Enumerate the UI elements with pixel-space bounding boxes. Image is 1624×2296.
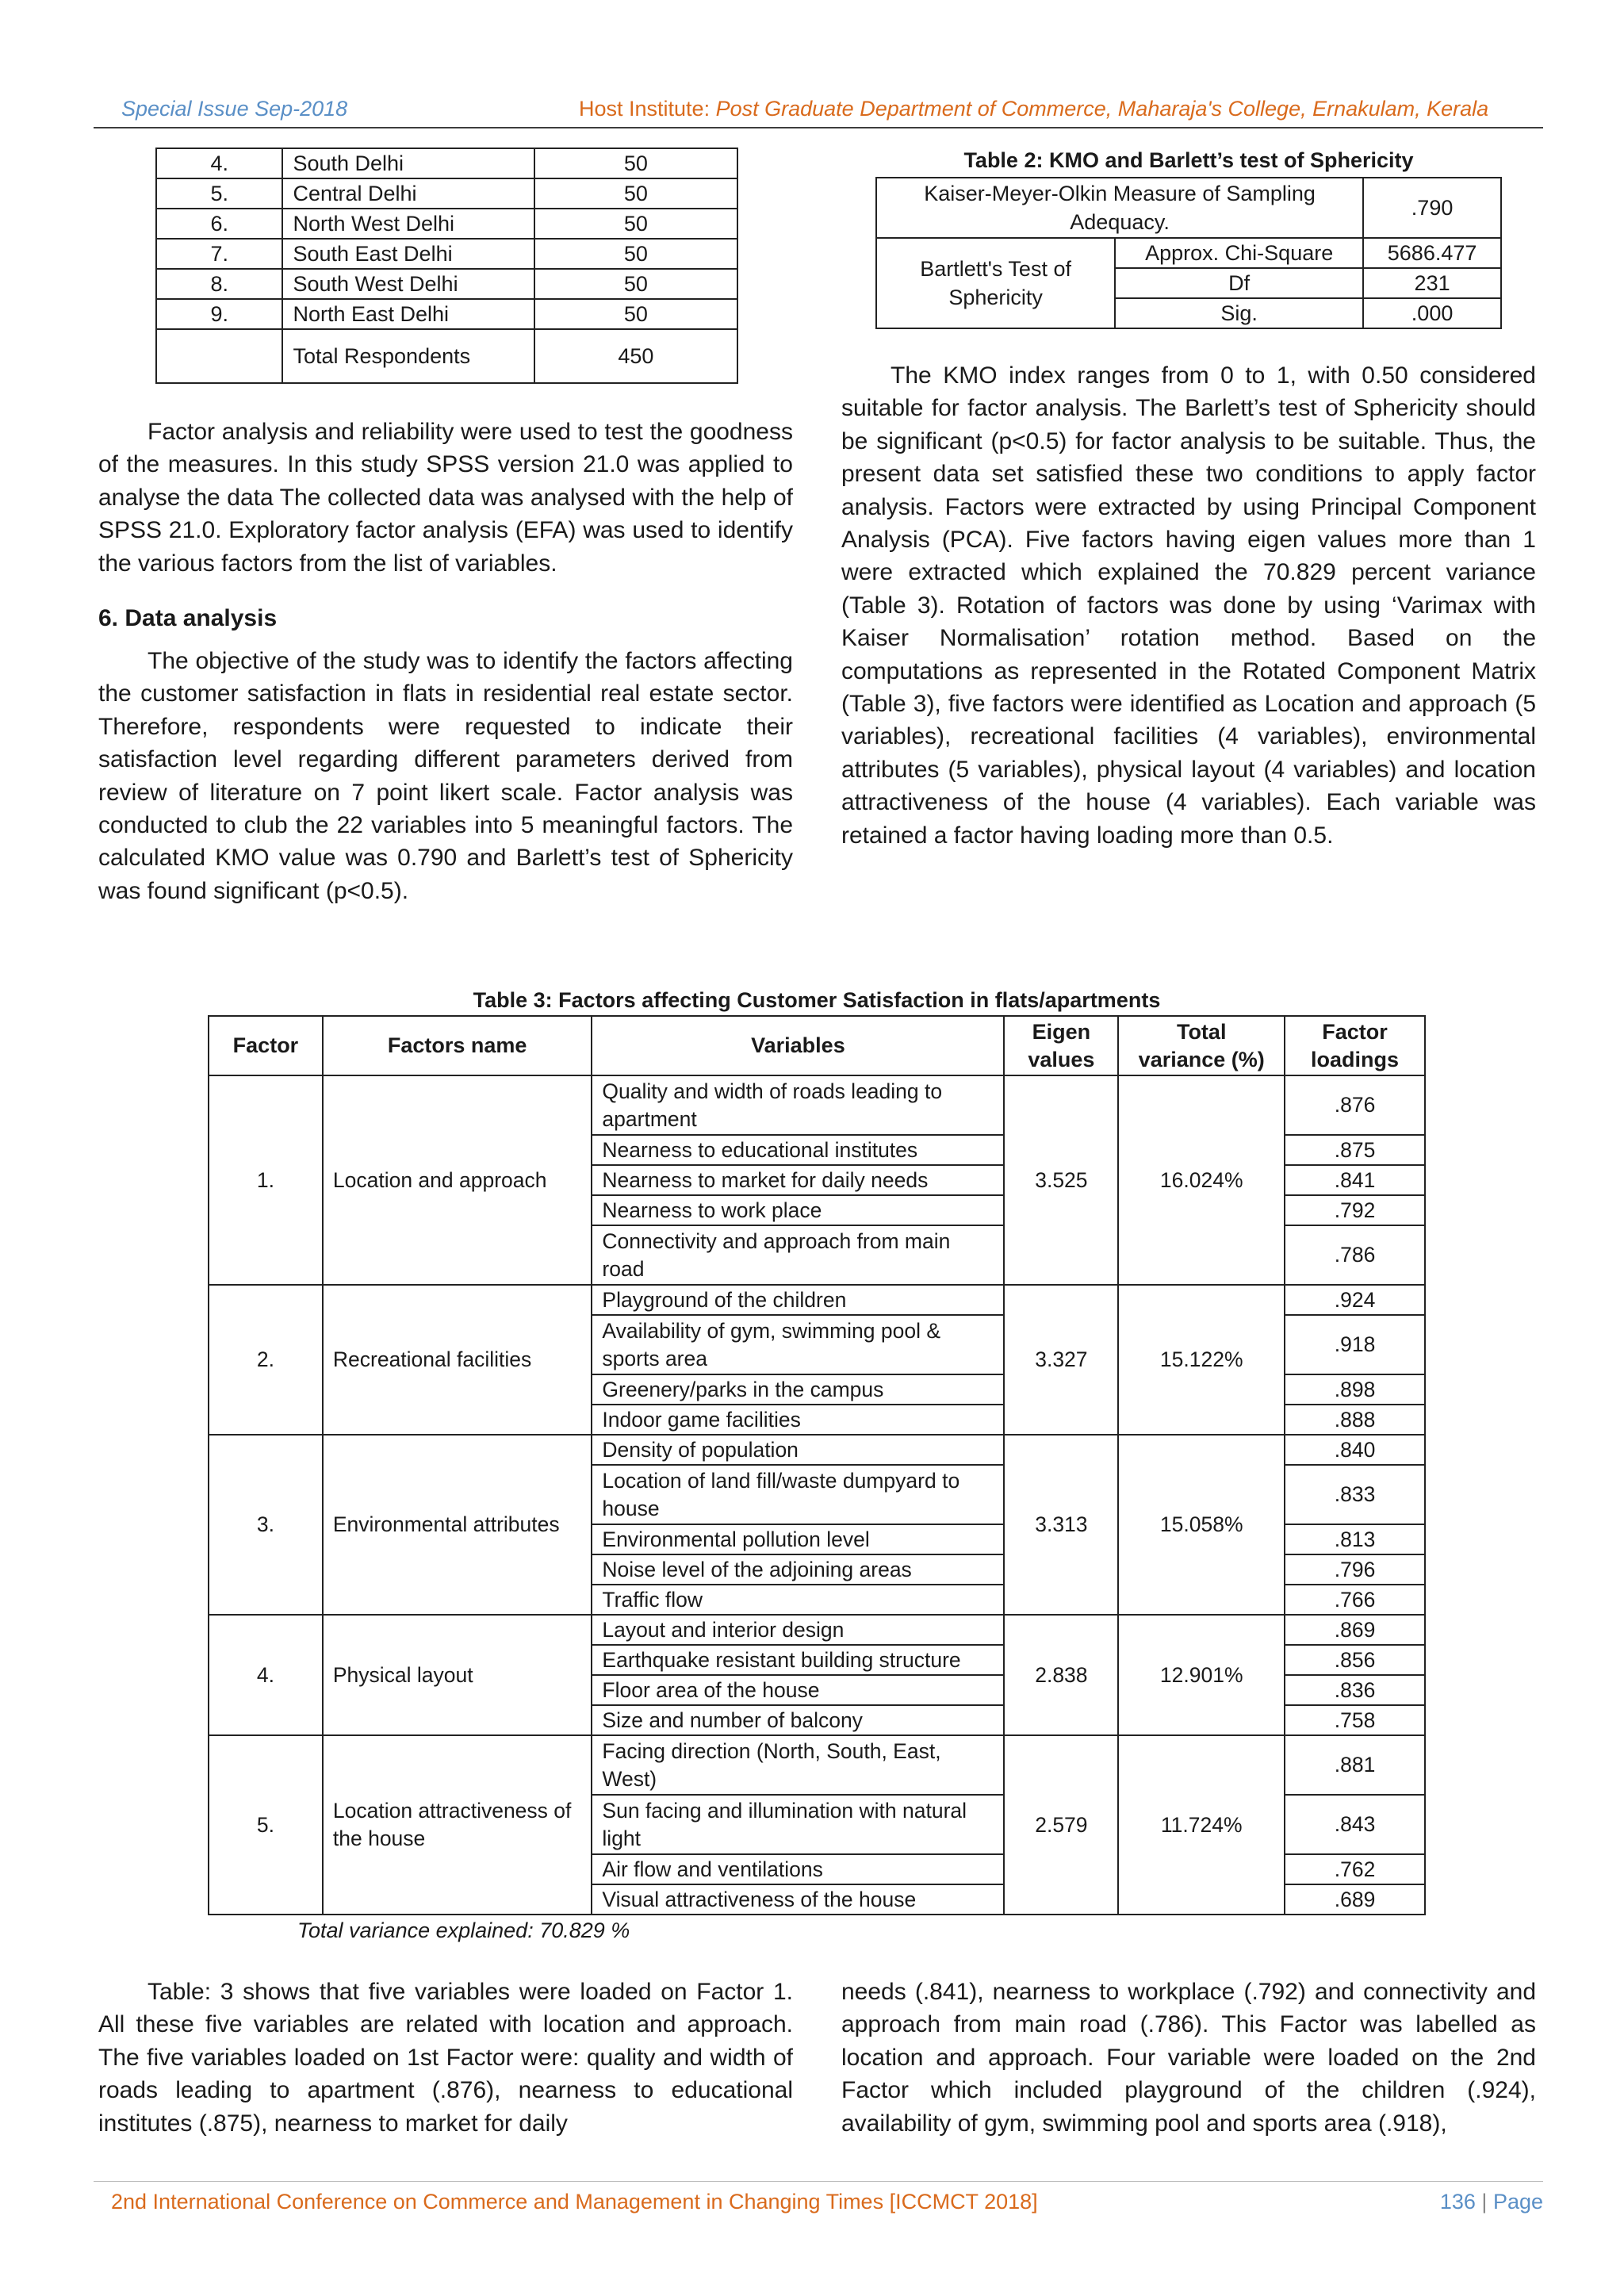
- variable-name: Layout and interior design: [592, 1615, 1004, 1645]
- table-row: [156, 178, 737, 209]
- factor-name: Physical layout: [323, 1615, 592, 1735]
- sig-value: .000: [1363, 298, 1501, 328]
- factors-table-body: [209, 1075, 1425, 1915]
- bartlett-label: Bartlett's Test of Sphericity: [876, 238, 1115, 328]
- variable-name: Sun facing and illumination with natural light: [592, 1795, 1004, 1854]
- table-row: [156, 269, 737, 299]
- factor-name: Environmental attributes: [323, 1435, 592, 1615]
- variable-name: Noise level of the adjoining areas: [592, 1554, 1004, 1585]
- factor-number: 3.: [209, 1435, 323, 1615]
- respondents-table: [155, 148, 738, 384]
- page-label: Page: [1492, 2190, 1543, 2214]
- total-variance: 11.724%: [1118, 1735, 1285, 1915]
- factor-loading: .796: [1285, 1554, 1425, 1585]
- table-row: [156, 209, 737, 239]
- variable-name: Nearness to market for daily needs: [592, 1165, 1004, 1195]
- total-variance: 12.901%: [1118, 1615, 1285, 1735]
- left-column: [98, 416, 793, 907]
- para-table3-discussion-cont: needs (.841), nearness to workplace (.792) and connectivity and approach from main road (.786). This Factor was labelled as location and approach. Four variable were loaded on the 2nd Factor which included playground of the children (.924), availability of gym, swimming pool and sports area (.918),: [841, 1979, 1536, 2137]
- table-row: [156, 148, 737, 178]
- footer-rule: [94, 2181, 1543, 2182]
- header-rule: [94, 127, 1543, 128]
- row-number: 4.: [156, 148, 282, 178]
- factor-name: Location and approach: [323, 1075, 592, 1285]
- bottom-left-column: [98, 1976, 793, 2140]
- kmo-table: [875, 177, 1502, 329]
- factor-number: 5.: [209, 1735, 323, 1915]
- respondent-count: 50: [534, 148, 737, 178]
- row-number: 8.: [156, 269, 282, 299]
- zone-name: North West Delhi: [282, 209, 534, 239]
- col-header-variables: Variables: [592, 1016, 1004, 1075]
- kmo-value: .790: [1363, 178, 1501, 238]
- eigen-value: 2.579: [1004, 1735, 1118, 1915]
- variable-name: Environmental pollution level: [592, 1524, 1004, 1554]
- factor-number: 1.: [209, 1075, 323, 1285]
- factor-number: 4.: [209, 1615, 323, 1735]
- eigen-value: 3.525: [1004, 1075, 1118, 1285]
- factor-loading: .869: [1285, 1615, 1425, 1645]
- respondent-count: 50: [534, 239, 737, 269]
- page-number: 136: [1439, 2190, 1476, 2214]
- right-column: [841, 359, 1536, 852]
- table-row: [209, 1075, 1425, 1135]
- factor-number: 2.: [209, 1285, 323, 1435]
- variable-name: Indoor game facilities: [592, 1405, 1004, 1435]
- col-header-factors-name: Factors name: [323, 1016, 592, 1075]
- variable-name: Air flow and ventilations: [592, 1854, 1004, 1884]
- factor-loading: .833: [1285, 1465, 1425, 1524]
- row-number: 6.: [156, 209, 282, 239]
- table-row: [209, 1285, 1425, 1315]
- row-number: 7.: [156, 239, 282, 269]
- df-value: 231: [1363, 268, 1501, 298]
- eigen-value: 3.313: [1004, 1435, 1118, 1615]
- host-label: Host Institute:: [579, 97, 710, 121]
- footer-page-number: [1440, 2190, 1543, 2214]
- variable-name: Size and number of balcony: [592, 1705, 1004, 1735]
- factor-name: Location attractiveness of the house: [323, 1735, 592, 1915]
- factors-table: [208, 1015, 1426, 1915]
- para-kmo-index: The KMO index ranges from 0 to 1, with 0.50 considered suitable for factor analysis. The Barlett’s test of Sphericity should be significant (p<0.5) for factor analysis to be suitable. Thus, the present data set satisfied these two conditions to apply factor analysis. Factors were extracted by using Principal Component Analysis (PCA). Five factors having eigen values more than 1 were extracted which explained the 70.829 percent variance (Table 3). Rotation of factors was done by using ‘Varimax with Kaiser Normalisation’ rotation method. Based on the computations as represented in the Rotated Component Matrix (Table 3), five factors were identified as Location and approach (5 variables), recreational facilities (4 variables), environmental attributes (5 variables), physical layout (4 variables) and location attractiveness of the house (4 variables). Each variable was retained a factor having loading more than 0.5.: [841, 362, 1536, 849]
- table-row: [209, 1435, 1425, 1465]
- table-row: [209, 1615, 1425, 1645]
- variable-name: Traffic flow: [592, 1585, 1004, 1615]
- factor-loading: .813: [1285, 1524, 1425, 1554]
- factor-loading: .856: [1285, 1645, 1425, 1675]
- factor-loading: .843: [1285, 1795, 1425, 1854]
- zone-name: South East Delhi: [282, 239, 534, 269]
- chi-square-value: 5686.477: [1363, 238, 1501, 268]
- row-number: 5.: [156, 178, 282, 209]
- variable-name: Visual attractiveness of the house: [592, 1884, 1004, 1915]
- factor-loading: .898: [1285, 1374, 1425, 1405]
- respondent-count: 50: [534, 209, 737, 239]
- df-label: Df: [1115, 268, 1363, 298]
- factor-loading: .766: [1285, 1585, 1425, 1615]
- zone-name: Central Delhi: [282, 178, 534, 209]
- variable-name: Facing direction (North, South, East, West): [592, 1735, 1004, 1795]
- table-row: [209, 1735, 1425, 1795]
- respondents-table-body: [156, 148, 737, 383]
- variable-name: Playground of the children: [592, 1285, 1004, 1315]
- kmo-label: Kaiser-Meyer-Olkin Measure of Sampling Adequacy.: [876, 178, 1363, 238]
- total-value: 450: [534, 329, 737, 383]
- factor-loading: .840: [1285, 1435, 1425, 1465]
- section-heading-data-analysis: 6. Data analysis: [98, 605, 278, 632]
- variable-name: Nearness to work place: [592, 1195, 1004, 1225]
- total-variance-note: Total variance explained: 70.829 %: [297, 1918, 630, 1942]
- factor-loading: .888: [1285, 1405, 1425, 1435]
- total-variance: 15.058%: [1118, 1435, 1285, 1615]
- row-number: 9.: [156, 299, 282, 329]
- factor-loading: .786: [1285, 1225, 1425, 1285]
- factor-loading: .792: [1285, 1195, 1425, 1225]
- para-objective: The objective of the study was to identify the factors affecting the customer satisfaction in flats in residential real estate sector. Therefore, respondents were requested to indicate their satisfaction level regarding different parameters derived from review of literature on 7 point likert scale. Factor analysis was conducted to club the 22 variables into 5 meaningful factors. The calculated KMO value was 0.790 and Barlett’s test of Sphericity was found significant (p<0.5).: [98, 648, 793, 904]
- eigen-value: 3.327: [1004, 1285, 1118, 1435]
- total-row: [156, 329, 737, 383]
- para-table3-discussion: Table: 3 shows that five variables were loaded on Factor 1. All these five variables are related with location and approach. The five variables loaded on 1st Factor were: quality and width of roads leading to apartment (.876), nearness to educational institutes (.875), nearness to market for daily: [98, 1979, 793, 2137]
- running-header-host: [579, 97, 1488, 121]
- host-name: Post Graduate Department of Commerce, Maharaja's College, Ernakulam, Kerala: [715, 97, 1489, 121]
- running-header-issue: Special Issue Sep-2018: [121, 97, 348, 121]
- variable-name: Quality and width of roads leading to apartment: [592, 1075, 1004, 1135]
- variable-name: Availability of gym, swimming pool & sports area: [592, 1315, 1004, 1374]
- para-factor-analysis: Factor analysis and reliability were used to test the goodness of the measures. In this study SPSS version 21.0 was applied to analyse the data The collected data was analysed with the help of SPSS 21.0. Exploratory factor analysis (EFA) was used to identify the various factors from the list of variables.: [98, 419, 793, 577]
- eigen-value: 2.838: [1004, 1615, 1118, 1735]
- factor-loading: .875: [1285, 1135, 1425, 1165]
- variable-name: Greenery/parks in the campus: [592, 1374, 1004, 1405]
- factor-loading: .924: [1285, 1285, 1425, 1315]
- chi-square-label: Approx. Chi-Square: [1115, 238, 1363, 268]
- table2-caption: Table 2: KMO and Barlett’s test of Sphericity: [963, 148, 1414, 172]
- factor-loading: .836: [1285, 1675, 1425, 1705]
- factor-loading: .762: [1285, 1854, 1425, 1884]
- total-blank-cell: [156, 329, 282, 383]
- factor-loading: .881: [1285, 1735, 1425, 1795]
- table3-caption: Table 3: Factors affecting Customer Satisfaction in flats/apartments: [473, 988, 1161, 1012]
- total-label: Total Respondents: [282, 329, 534, 383]
- sig-label: Sig.: [1115, 298, 1363, 328]
- variable-name: Floor area of the house: [592, 1675, 1004, 1705]
- page-separator: |: [1481, 2190, 1488, 2214]
- respondent-count: 50: [534, 269, 737, 299]
- table-row: [156, 299, 737, 329]
- footer-conference: 2nd International Conference on Commerce and Management in Changing Times [ICCMCT 2018]: [111, 2190, 1038, 2214]
- table-row: [156, 239, 737, 269]
- col-header-variance: Total variance (%): [1118, 1016, 1285, 1075]
- factor-loading: .918: [1285, 1315, 1425, 1374]
- col-header-eigen: Eigen values: [1004, 1016, 1118, 1075]
- respondent-count: 50: [534, 178, 737, 209]
- factor-loading: .876: [1285, 1075, 1425, 1135]
- respondent-count: 50: [534, 299, 737, 329]
- variable-name: Connectivity and approach from main road: [592, 1225, 1004, 1285]
- total-variance: 15.122%: [1118, 1285, 1285, 1435]
- factor-loading: .841: [1285, 1165, 1425, 1195]
- zone-name: South West Delhi: [282, 269, 534, 299]
- zone-name: North East Delhi: [282, 299, 534, 329]
- variable-name: Density of population: [592, 1435, 1004, 1465]
- variable-name: Location of land fill/waste dumpyard to house: [592, 1465, 1004, 1524]
- factor-loading: .758: [1285, 1705, 1425, 1735]
- factor-name: Recreational facilities: [323, 1285, 592, 1435]
- variable-name: Earthquake resistant building structure: [592, 1645, 1004, 1675]
- col-header-loadings: Factor loadings: [1285, 1016, 1425, 1075]
- variable-name: Nearness to educational institutes: [592, 1135, 1004, 1165]
- col-header-factor: Factor: [209, 1016, 323, 1075]
- bottom-right-column: [841, 1976, 1536, 2140]
- factor-loading: .689: [1285, 1884, 1425, 1915]
- total-variance: 16.024%: [1118, 1075, 1285, 1285]
- zone-name: South Delhi: [282, 148, 534, 178]
